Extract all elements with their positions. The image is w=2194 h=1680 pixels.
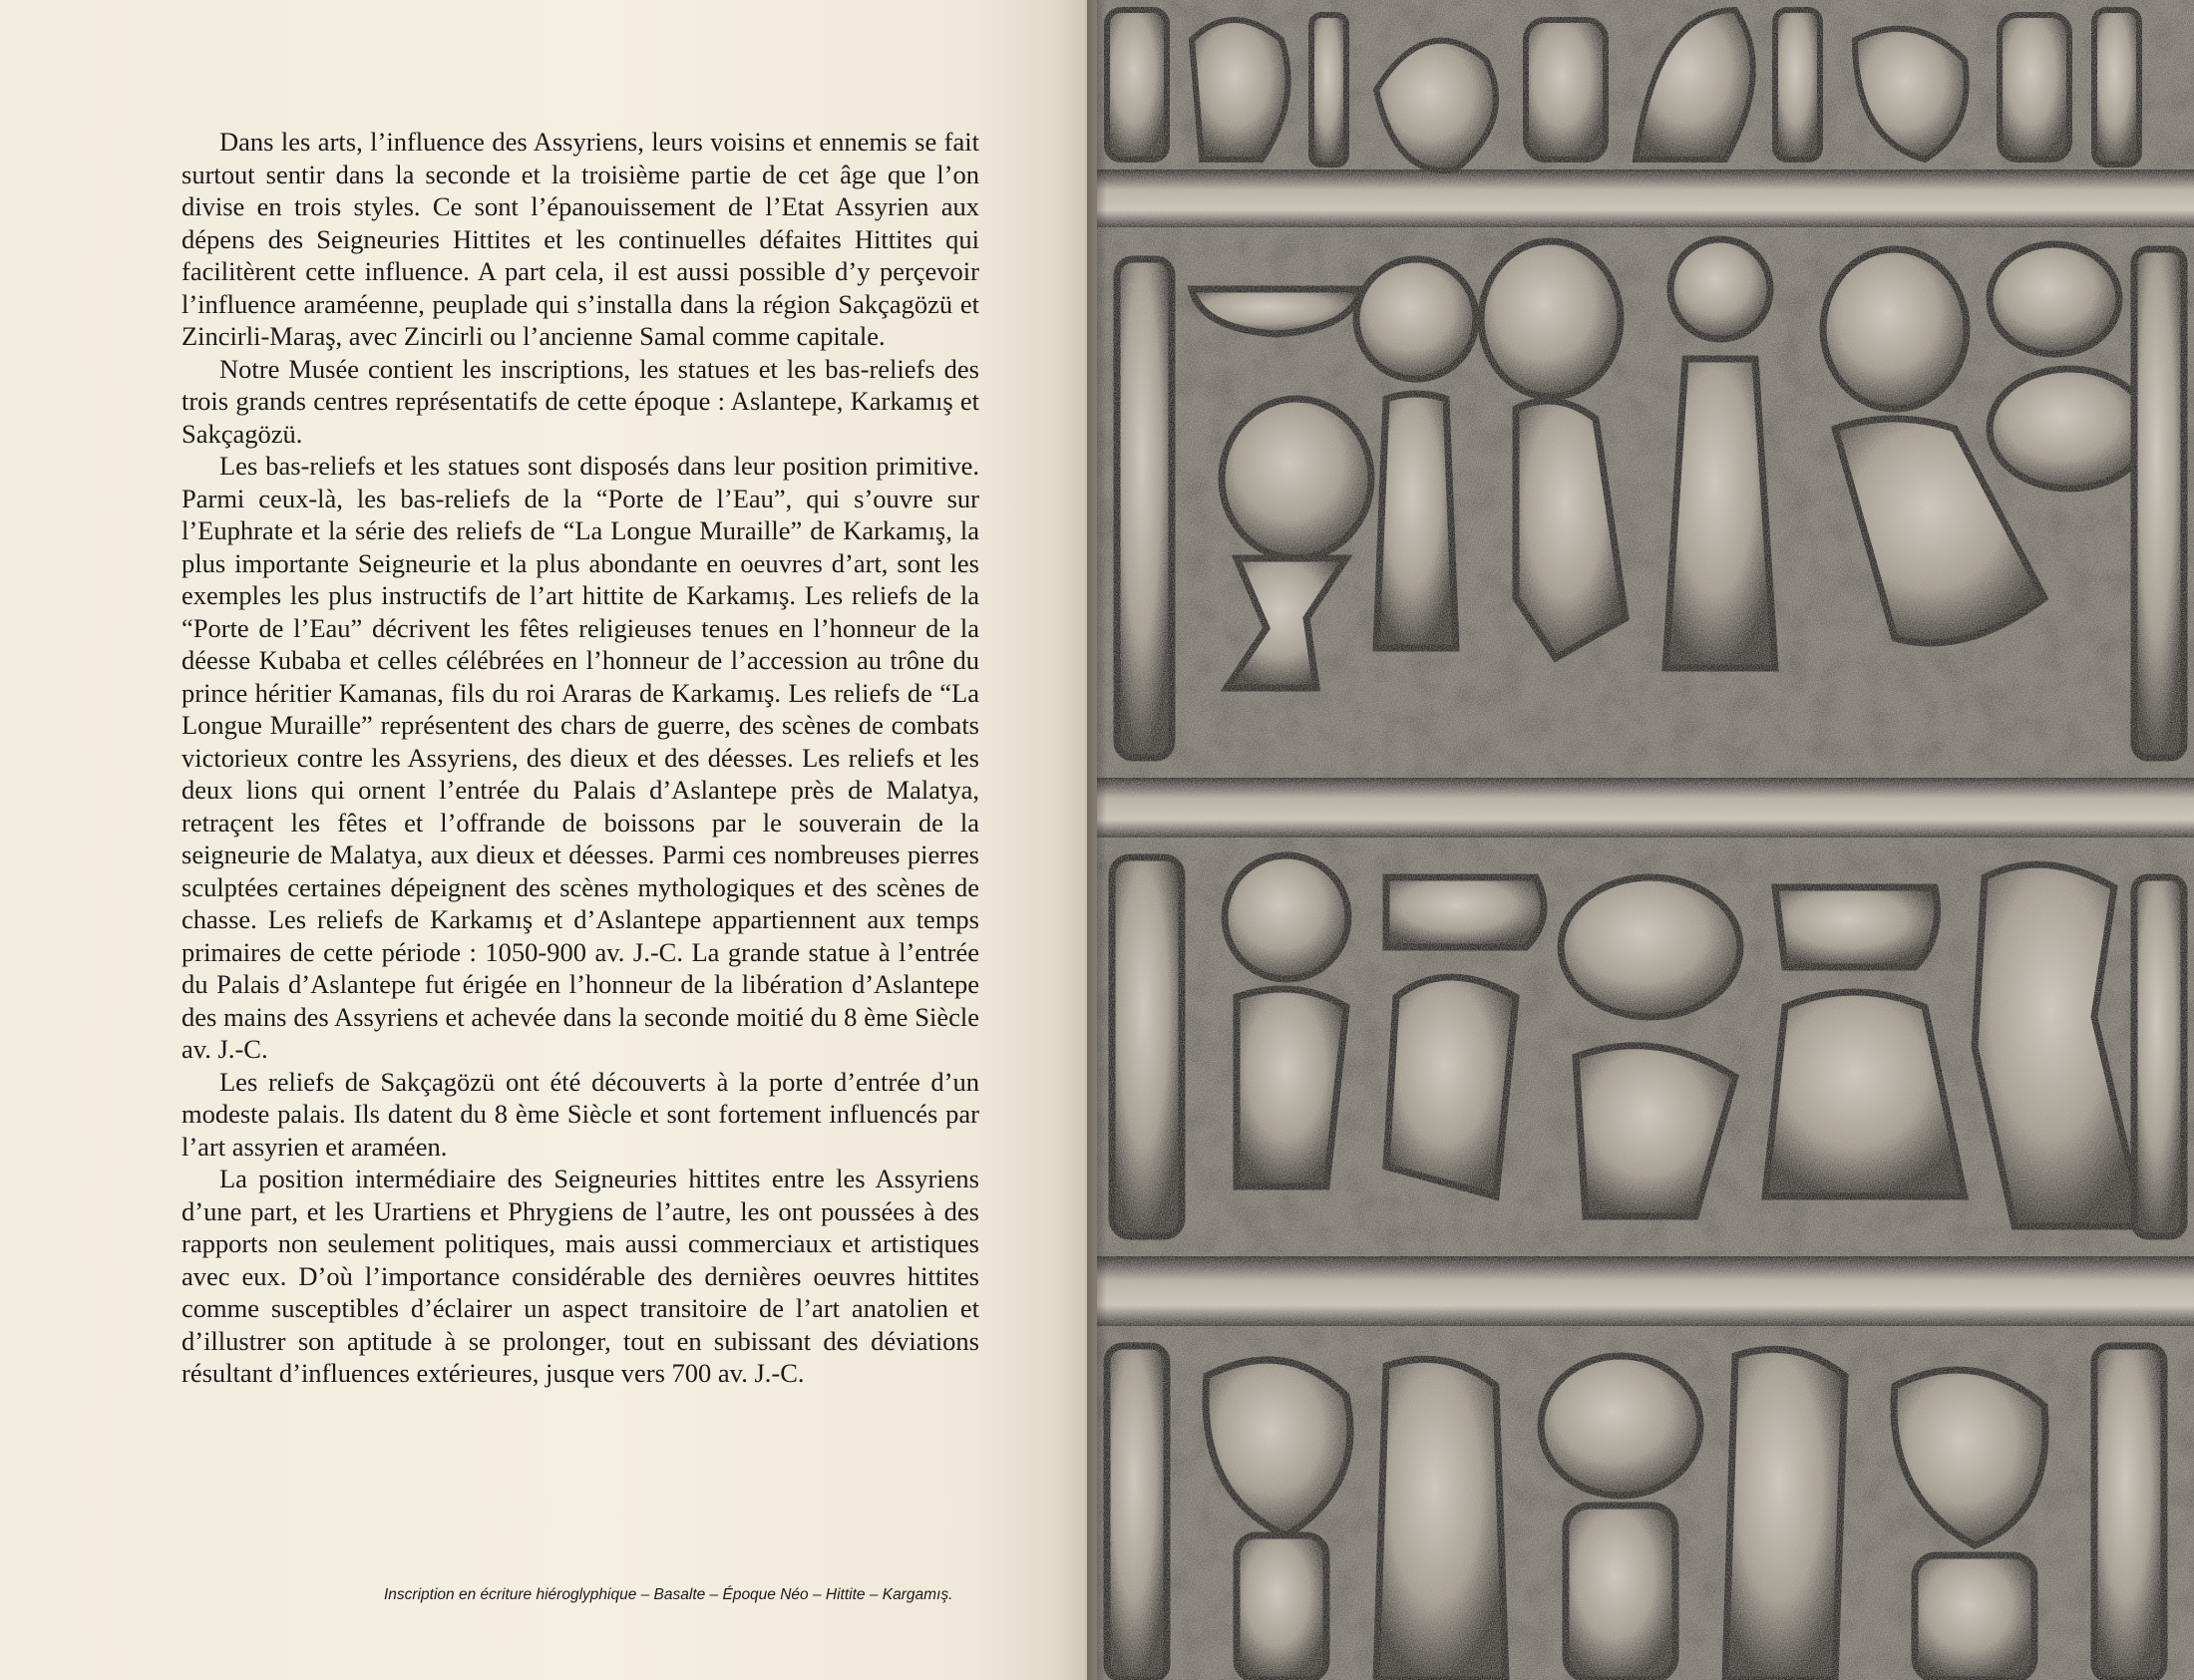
photo-page [1097, 0, 2194, 1680]
paragraph-sakcagozu: Les reliefs de Sakçagözü ont été découverts à la porte d’entrée d’un modeste palais. Ils datent du 8 ème Siècle et sont fortement influencés par l’art assyrien et araméen. [182, 1066, 979, 1162]
paragraph-karkamis-reliefs: Les bas-reliefs et les statues sont disposés dans leur position primitive. Parmi ceux-là, les bas-reliefs de la “Porte de l’Eau”, qui s’ouvre sur l’Euphrate et la série des reliefs de “La Longue Muraille” de Karkamış, la plus importante Seigneurie et la plus abondante en oeuvres d’art, sont les exemples les plus instructifs de l’art hittite de Karkamış. Les reliefs de la “Porte de l’Eau” décrivent les fêtes religieuses tenues en l’honneur de la déesse Kubaba et celles célébrées en l’honneur de l’accession au trône du prince héritier Kamanas, fils du roi Araras de Karkamış. Les reliefs de “La Longue Muraille” représentent des chars de guerre, des scènes de combats victorieux contre les Assyriens, des dieux et des déesses. Les reliefs et les deux lions qui ornent l’entrée du Palais d’Aslantepe près de Malatya, retraçent les fêtes et l’offrande de boissons par le souverain de la seigneurie de Malatya, aux dieux et déesses. Parmi ces nombreuses pierres sculptées certaines dépeignent des scènes mythologiques et des scènes de chasse. Les reliefs de Karkamış et d’Aslantepe appartiennent aux temps primaires de cette période : 1050-900 av. J.-C. La grande statue à l’entrée du Palais d’Aslantepe fut érigée en l’honneur de la libération d’Aslantepe des mains des Assyriens et achevée dans la seconde moitié du 8 ème Siècle av. J.-C. [182, 451, 979, 1064]
relief-photo [1097, 0, 2194, 1680]
paragraph-museum-collection: Notre Musée contient les inscriptions, les statues et les bas-reliefs des trois grands centres représentatifs de cette époque : Aslantepe, Karkamış et Sakçagözü. [182, 353, 979, 449]
book-gutter [1087, 0, 1107, 1680]
photo-caption: Inscription en écriture hiéroglyphique – Basalte – Époque Néo – Hittite – Kargamış. [384, 1586, 953, 1603]
paragraph-intermediate-position: La position intermédiaire des Seigneuries hittites entre les Assyriens d’une part, et les Urartiens et Phrygiens de l’autre, les ont poussées à des rapports non seulement politiques, mais aussi commerciaux et artistiques avec eux. D’où l’importance considérable des dernières oeuvres hittites comme susceptibles d’éclairer un aspect transitoire de l’art anatolien et d’illustrer son aptitude à se prolonger, tout en subissant des déviations résultant d’influences extérieures, jusque vers 700 av. J.-C. [182, 1164, 979, 1388]
paragraph-assyrian-influence: Dans les arts, l’influence des Assyriens, leurs voisins et ennemis se fait surtout sentir dans la seconde et la troisième partie de cet âge que l’on divise en trois styles. Ce sont l’épanouissement de l’Etat Assyrien aux dépens des Seigneuries Hittites et les continuelles défaites Hittites qui facilitèrent cette influence. A part cela, il est aussi possible d’y perçevoir l’influence araméenne, peuplade qui s’installa dans la région Sakçagözü et Zincirli-Maraş, avec Zincirli ou l’ancienne Samal comme capitale. [182, 127, 979, 351]
body-text [182, 126, 979, 1390]
